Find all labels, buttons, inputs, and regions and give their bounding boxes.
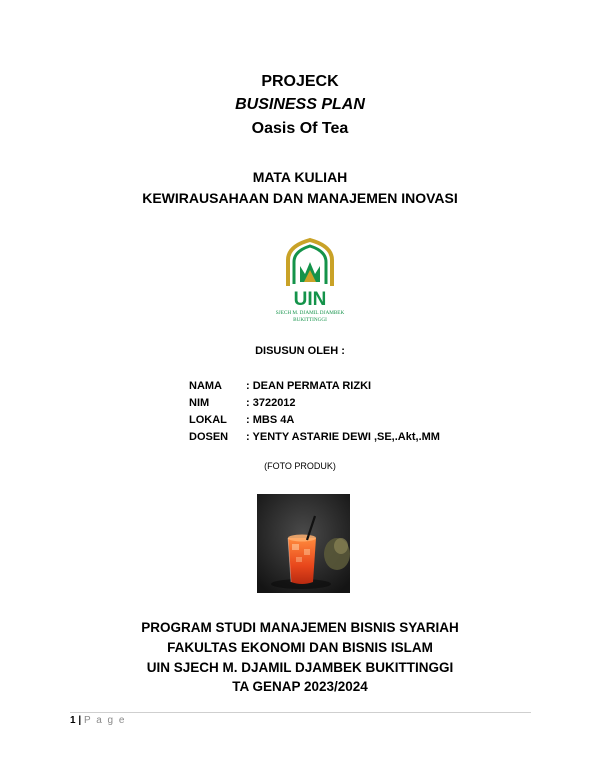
- info-value: : MBS 4A: [246, 414, 295, 426]
- footer-divider: [70, 712, 531, 713]
- business-plan-label: BUSINESS PLAN: [235, 96, 365, 113]
- photo-caption: (FOTO PRODUK): [264, 461, 336, 471]
- info-row-lecturer: [189, 429, 440, 446]
- info-row-nim: [189, 395, 440, 412]
- project-label: PROJECK: [261, 73, 339, 90]
- student-info: [189, 378, 440, 446]
- logo-subtext-1: SJECH M. DJAMIL DJAMBEK: [275, 310, 345, 316]
- info-key: DOSEN: [189, 431, 229, 443]
- academic-year: TA GENAP 2023/2024: [232, 679, 368, 694]
- logo-subtext-2: BUKITTINGGI: [293, 317, 327, 323]
- info-key: LOKAL: [189, 414, 227, 426]
- info-value: : DEAN PERMATA RIZKI: [246, 380, 372, 392]
- uin-logo: [270, 236, 350, 324]
- faculty: FAKULTAS EKONOMI DAN BISNIS ISLAM: [167, 640, 433, 655]
- course-name: KEWIRAUSAHAAN DAN MANAJEMEN INOVASI: [142, 190, 458, 206]
- info-key: NIM: [189, 397, 210, 409]
- page-footer: [70, 715, 126, 726]
- info-key: NAMA: [189, 380, 222, 392]
- product-photo: [257, 494, 350, 593]
- page-separator: |: [78, 715, 82, 726]
- product-name: Oasis Of Tea: [251, 120, 349, 137]
- study-program: PROGRAM STUDI MANAJEMEN BISNIS SYARIAH: [141, 620, 459, 635]
- info-value: : 3722012: [246, 397, 296, 409]
- info-value: : YENTY ASTARIE DEWI ,SE,.Akt,.MM: [246, 431, 440, 443]
- info-row-class: [189, 412, 440, 429]
- page-label: P a g e: [83, 715, 126, 726]
- logo-text: UIN: [293, 289, 327, 310]
- course-label: MATA KULIAH: [252, 169, 348, 185]
- university: UIN SJECH M. DJAMIL DJAMBEK BUKITTINGGI: [146, 660, 454, 675]
- compiled-by-label: DISUSUN OLEH :: [255, 345, 345, 357]
- info-row-name: [189, 378, 440, 395]
- page-number: 1: [70, 715, 76, 726]
